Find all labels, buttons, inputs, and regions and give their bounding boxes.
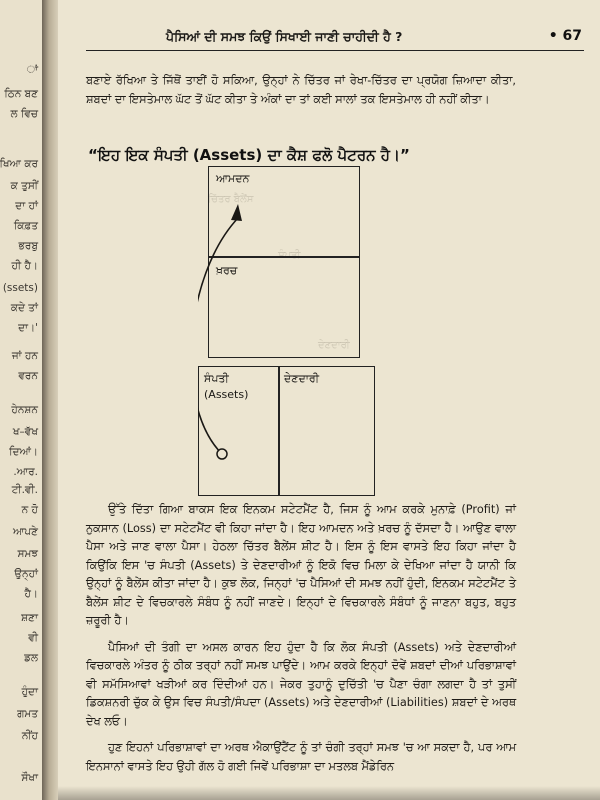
body-paragraph: ਪੈਸਿਆਂ ਦੀ ਤੰਗੀ ਦਾ ਅਸਲ ਕਾਰਨ ਇਹ ਹੁੰਦਾ ਹੈ ਕਿ ਲੋਕ ਸੰਪਤੀ (Assets) ਅਤੇ ਦੇਣਦਾਰੀਆਂ ਵਿਚਕਾਰਲੇ ਅੰਤਰ ਨੂੰ ਠੀਕ ਤਰ੍ਹਾਂ ਨਹੀਂ ਸਮਝ ਪਾਉਂਦੇ। ਆਮ ਕਰਕੇ ਇਨ੍ਹਾਂ ਦੋਵੇਂ ਸ਼ਬਦਾਂ ਦੀਆਂ ਪਰਿਭਾਸ਼ਾਵਾਂ ਵੀ ਸਮੱਸਿਆਵਾਂ ਖੜੀਆਂ ਕਰ ਦਿੰਦੀਆਂ ਹਨ। ਜੇਕਰ ਤੁਹਾਨੂੰ ਦੁਚਿੱਤੀ 'ਚ ਪੈਣਾ ਚੰਗਾ ਲਗਦਾ ਹੈ ਤਾਂ ਤੁਸੀਂ ਡਿਕਸ਼ਨਰੀ ਚੁੱਕ ਕੇ ਉਸ ਵਿਚ ਸੰਪਤੀ/ਸੰਪਦਾ (Assets) ਅਤੇ ਦੇਣਦਾਰੀਆਂ (Liabilities) ਸ਼ਬਦਾਂ ਦੇ ਅਰਥ ਦੇਖ ਲਓ। (86, 640, 517, 728)
left-page-fragment: ਭਰਬੁ (18, 240, 38, 252)
left-page-fragment: ਾਂ (26, 64, 38, 76)
left-page-fragment: ਨ ਹੋ (21, 504, 38, 516)
assets-english-label: (Assets) (204, 388, 249, 401)
body-paragraph: ਹੁਣ ਇਹਨਾਂ ਪਰਿਭਾਸ਼ਾਵਾਂ ਦਾ ਅਰਥ ਐਕਾਉਂਟੈਂਟ ਨੂੰ ਤਾਂ ਚੰਗੀ ਤਰ੍ਹਾਂ ਸਮਝ 'ਚ ਆ ਸਕਦਾ ਹੈ, ਪਰ ਆਮ ਇਨਸਾਨਾਂ ਵਾਸਤੇ ਇਹ ਉਹੀ ਗੱਲ ਹੋ ਗਈ ਜਿਵੇਂ ਪਰਿਭਾਸ਼ਾ ਦਾ ਮਤਲਬ ਮੈਂਡੇਰਿਨ (86, 741, 516, 773)
page-number: • 67 (548, 28, 582, 44)
left-page-fragment: ਹੁੰਦਾ (21, 686, 38, 698)
left-page-fragment: ਡਲ (24, 652, 38, 664)
running-header-title: ਪੈਸਿਆਂ ਦੀ ਸਮਝ ਕਿਉਂ ਸਿਖਾਈ ਜਾਣੀ ਚਾਹੀਦੀ ਹੈ ? (166, 29, 403, 44)
income-label: ਆਮਦਨ (216, 172, 250, 185)
book-gutter (42, 0, 58, 800)
intro-paragraph: ਬਣਾਏ ਰੱਖਿਆ ਤੇ ਜਿੱਥੋਂ ਤਾਈਂ ਹੋ ਸਕਿਆ, ਉਨ੍ਹਾਂ ਨੇ ਚਿੱਤਰ ਜਾਂ ਰੇਖਾ-ਚਿੱਤਰ ਦਾ ਪ੍ਰਯੋਗ ਜ਼ਿਆਦਾ ਕੀਤਾ, ਸ਼ਬਦਾਂ ਦਾ ਇਸਤੇਮਾਲ ਘੱਟ ਤੋਂ ਘੱਟ ਕੀਤਾ ਤੇ ਅੰਕਾਂ ਦਾ ਤਾਂ ਕਈ ਸਾਲਾਂ ਤਕ ਇਸਤੇਮਾਲ ਹੀ ਨਹੀਂ ਕੀਤਾ। (86, 74, 516, 106)
left-page-fragment: ਦਾ।' (18, 322, 38, 334)
body-text (86, 501, 516, 784)
bleed-through-text: ਦੇਣਦਾਰੀ (318, 340, 350, 351)
left-page-fragment: ਵਰਨ (18, 370, 38, 382)
body-paragraph: ਉੱਤੇ ਦਿੱਤਾ ਗਿਆ ਬਾਕਸ ਇਕ ਇਨਕਮ ਸਟੇਟਮੈਂਟ ਹੈ, ਜਿਸ ਨੂੰ ਆਮ ਕਰਕੇ ਮੁਨਾਫ਼ੇ (Profit) ਜਾਂ ਨੁਕਸਾਨ (Loss) ਦਾ ਸਟੇਟਮੈਂਟ ਵੀ ਕਿਹਾ ਜਾਂਦਾ ਹੈ। ਇਹ ਆਮਦਨ ਅਤੇ ਖ਼ਰਚ ਨੂੰ ਦੱਸਦਾ ਹੈ। ਆਉਣ ਵਾਲਾ ਪੈਸਾ ਅਤੇ ਜਾਣ ਵਾਲਾ ਪੈਸਾ। ਹੇਠਲਾ ਚਿੱਤਰ ਬੈਲੇਂਸ ਸ਼ੀਟ ਹੈ। ਇਸ ਨੂੰ ਇਸ ਵਾਸਤੇ ਇਹ ਕਿਹਾ ਜਾਂਦਾ ਹੈ ਕਿਉਂਕਿ ਇਸ 'ਚ ਸੰਪਤੀ (Assets) ਤੇ ਦੇਣਦਾਰੀਆਂ ਨੂੰ ਇਕੋ ਵਿਚ ਮਿਲਾ ਕੇ ਦੇਖਿਆ ਜਾਂਦਾ ਹੈ ਯਾਨੀ ਕਿ ਉਨ੍ਹਾਂ ਨੂੰ ਬੈਲੇਂਸ ਕੀਤਾ ਜਾਂਦਾ ਹੈ। ਕੁਝ ਲੋਕ, ਜਿਨ੍ਹਾਂ 'ਚ ਪੈਸਿਆਂ ਦੀ ਸਮਝ ਨਹੀਂ ਹੁੰਦੀ, ਇਨਕਮ ਸਟੇਟਮੈਂਟ ਤੇ ਬੈਲੇਂਸ ਸ਼ੀਟ ਦੇ ਵਿਚਕਾਰਲੇ ਸੰਬੰਧ ਨੂੰ ਨਹੀਂ ਜਾਣਦੇ। ਇਨ੍ਹਾਂ ਦੇ ਵਿਚਕਾਰਲੇ ਸੰਬੰਧਾਂ ਨੂੰ ਜਾਣਨਾ ਬਹੁਤ, ਬਹੁਤ ਜ਼ਰੂਰੀ ਹੈ। (86, 503, 516, 627)
left-page-fragment: ਨੀਂਹ (21, 730, 38, 742)
left-page-fragment: ਦਿਆਂ। (9, 446, 38, 458)
left-page-fragment: ਹੇਨਸ਼ਨ (11, 404, 38, 416)
left-page-fragment: ਜਾਂ ਹਨ (11, 350, 38, 362)
left-page-fragment: ਕ ਤੁਸੀਂ (10, 180, 38, 192)
left-page-fragment: ਸੌਖਾ (21, 772, 38, 784)
left-page-fragment: ਹੀ ਹੈ। (11, 260, 38, 272)
bleed-through-text: ਚਿੱਤਰ ਬੈਲੇਂਸ (208, 194, 254, 205)
left-page-fragment: .ਆਰ. (13, 466, 38, 478)
intro-paragraph-block (86, 72, 516, 117)
left-page-fragment: ਦਾ ਹਾਂ (15, 200, 38, 212)
left-page-fragment: ਵੀ (28, 632, 38, 644)
expense-label: ਖ਼ਰਚ (216, 264, 238, 277)
left-page-fragment: ਸਮਝ (17, 548, 38, 560)
left-page-fragment: ਆਪਣੇ (12, 526, 38, 538)
section-heading: “ਇਹ ਇਕ ਸੰਪਤੀ (Assets) ਦਾ ਕੈਸ਼ ਫਲੋ ਪੈਟਰਨ ਹੈ।” (88, 146, 410, 164)
bleed-through-text: ਸੰਪਤੀ (278, 250, 301, 261)
left-page-fragment: ਕਿਫ਼ਤ (13, 220, 38, 232)
running-header (86, 26, 584, 51)
left-page-fragment: ਟੀ.ਵੀ. (11, 484, 38, 496)
left-page-edge (0, 0, 43, 800)
book-page (58, 0, 600, 800)
left-page-fragment: ਸ਼ਣਾ (21, 612, 38, 624)
left-page-fragment: ਖ–ਵੱਖ (12, 426, 38, 438)
left-page-fragment: ਕਦੇ ਤਾਂ (10, 302, 38, 314)
left-page-fragment: ਗਮਤ (17, 708, 38, 720)
left-page-fragment: ਲ ਵਿਚ (10, 108, 38, 120)
page-bottom-shadow (58, 786, 600, 800)
left-page-fragment: ਖਿਆ ਕਰ (0, 158, 38, 170)
left-page-fragment: ਉਨ੍ਹਾਂ (14, 568, 38, 580)
left-page-fragment: (ssets) (2, 282, 38, 294)
liabilities-label: ਦੇਣਦਾਰੀ (284, 372, 320, 385)
left-page-fragment: ਠਿਨ ਬਣ (4, 88, 38, 100)
left-page-fragment: ਹੈ। (24, 588, 38, 600)
cash-flow-arrow (198, 166, 378, 496)
assets-label: ਸੰਪਤੀ (204, 372, 229, 385)
